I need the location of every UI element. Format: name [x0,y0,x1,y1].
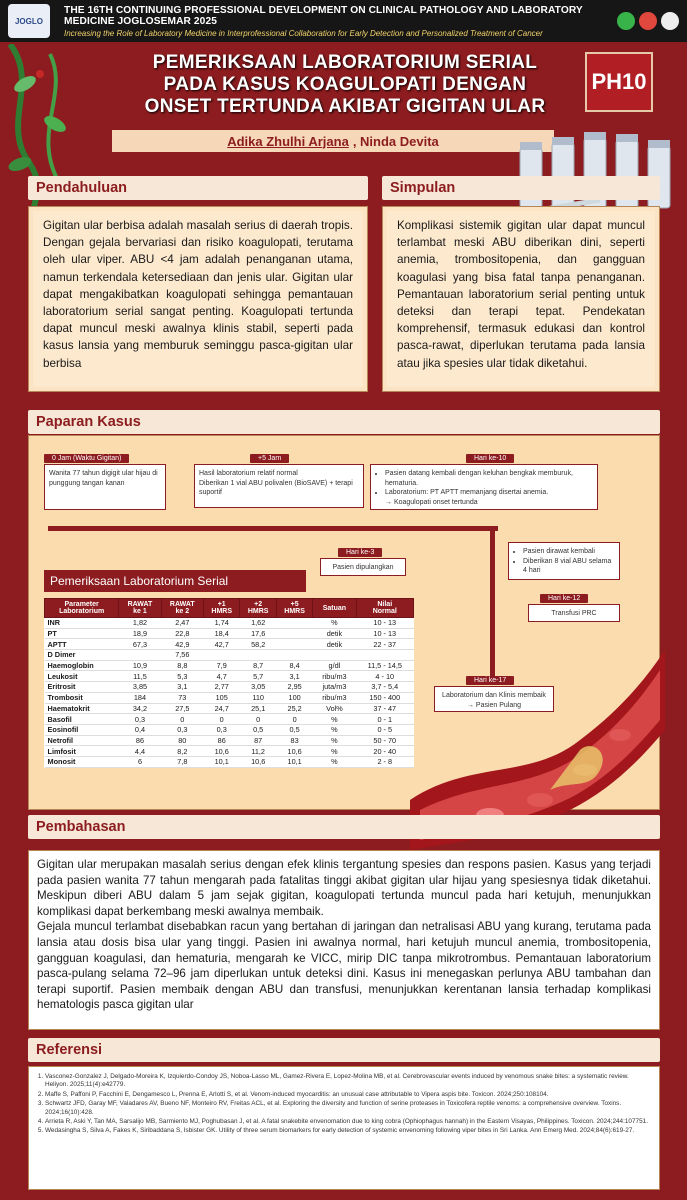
table-row [45,628,414,639]
lab-value: 8,8 [161,660,203,671]
lab-value: 42,7 [203,639,239,650]
lab-value: 3,1 [276,671,312,682]
lab-value: 37 - 47 [356,703,413,714]
reference-item: 5. Wedasingha S, Silva A, Fakes K, Siribaddana S, Isbister GK. Utility of three serum biomarkers for early detection of systemic envenoming following viper bites in Sri Lanka. Ann Emerg Med. 2024;84(6):619-27. [45,1127,653,1135]
h3-tag: Hari ke-3 [338,548,382,557]
table-row [45,724,414,735]
lab-header-line-1: Satuan [322,604,347,612]
partner-logo-3 [661,12,679,30]
lab-value: 3,85 [119,682,161,693]
lab-value: 5,7 [240,671,276,682]
lab-value: 3,05 [240,682,276,693]
lab-value: 11,5 - 14,5 [356,660,413,671]
lab-value: % [313,746,356,757]
lab-value: 100 [276,692,312,703]
table-row [45,618,414,629]
lab-value: 22,8 [161,628,203,639]
lab-value: 0,5 [276,724,312,735]
lab-value: 67,3 [119,639,161,650]
lab-value: 27,5 [161,703,203,714]
lab-parameter: Eritrosit [45,682,119,693]
t5-line-1: Hasil laboratorium relatif normal [199,470,298,477]
table-row [45,639,414,650]
lab-value: 0 [203,714,239,725]
table-row [45,660,414,671]
lab-value: 6 [119,756,161,767]
lab-header-7 [356,599,413,618]
rawat-card [508,542,620,580]
lab-value: 2,47 [161,618,203,629]
t0-card [44,464,166,510]
lab-value: 24,7 [203,703,239,714]
lab-value: detik [313,628,356,639]
h10-card [370,464,598,510]
lab-parameter: Leukosit [45,671,119,682]
lab-header-line-1: RAWAT [127,601,153,608]
lab-parameter: Trombosit [45,692,119,703]
lab-value: 0,3 [203,724,239,735]
reference-item: 3. Schwartz JFD, Garay MF, Valadares AV, Bueno NF, Monteiro RV, Freitas ACL, et al. Exploring the diversity and function of serine proteases in Toxicofera reptile venoms: a comprehensive overview. Toxins. 2024;16(10):428. [45,1100,653,1117]
lab-value: 83 [276,735,312,746]
lab-value: 8,4 [276,660,312,671]
lab-table [44,598,414,768]
lab-parameter: Netrofil [45,735,119,746]
lab-value: % [313,724,356,735]
lab-header-line-2: HMRS [284,608,305,615]
h12-tag: Hari ke-12 [540,594,588,603]
conference-info [64,5,617,38]
lab-value [356,650,413,661]
pembahasan-paragraph-1: Gigitan ular merupakan masalah serius dengan efek klinis tergantung spesies dan respons pasien. Kasus yang terjadi pada pasien wanita 77 tahun mengarah pada fatalitas tinggi akibat gigitan ular hijau yang spesiesnya tidak diketahui. Meskipun diberi ABU dalam 5 jam sejak gigitan, koagulopati tertunda muncul pada hari ketujuh, menunjukkan komplikasi dapat berkembang meski awalnya membaik. [37,858,651,918]
lab-value: 4,7 [203,671,239,682]
lab-parameter: Limfosit [45,746,119,757]
lab-header-line-2: HMRS [247,608,269,615]
lab-header-line-1: Nilai [377,601,393,608]
lab-value: 3,7 - 5,4 [356,682,413,693]
lab-header-6 [313,599,356,618]
t5-tag: +5 Jam [250,454,289,463]
lab-header-line-2: Laboratorium [59,608,105,615]
title-line-2: PADA KASUS KOAGULOPATI DENGAN [163,74,527,95]
lab-value: 25,1 [240,703,276,714]
lab-value: % [313,618,356,629]
lab-value: 11,5 [119,671,161,682]
title-line-3: ONSET TERTUNDA AKIBAT GIGITAN ULAR [144,96,546,117]
lab-value: 105 [203,692,239,703]
lab-value: 4,4 [119,746,161,757]
lab-value [203,650,239,661]
pembahasan-paragraph-2: Gejala muncul terlambat disebabkan racun yang bertahan di jaringan dan netralisasi ABU yang kurang, terutama pada lansia atau dosis bisa ular yang tinggi. Pasien ini awalnya normal, hari ketujuh muncul anemia, trombositopenia, gangguan koagulasi, dan hematuria, mengarah ke VICC, mirip DIC tanpa mikrotrombus. Pemantauan laboratorium pasca-pulang selama 72–96 jam diperlukan untuk deteksi dini. Kasus ini menegaskan perlunya ABU tambahan dan terapi suportif. Pasien membaik dengan ABU dan transfusi, menunjukkan kerentanan lansia terhadap komplikasi hematologis pasca gigitan ular [37,920,651,1012]
lab-value: 0,4 [119,724,161,735]
pendahuluan-box [28,206,368,392]
lab-value: g/dl [313,660,356,671]
lab-header-4 [240,599,276,618]
header-bar [0,0,687,42]
referensi-heading: Referensi [28,1038,660,1062]
simpulan-box [382,206,660,392]
lab-header-line-1: +5 [290,601,299,608]
lab-parameter: Monosit [45,756,119,767]
pendahuluan-heading: Pendahuluan [28,176,368,200]
lab-value [119,650,161,661]
h10-bullet-3: → Koagulopati onset tertunda [385,498,478,506]
h3-card [320,558,406,576]
lab-value [276,639,312,650]
lab-header-line-2: HMRS [211,608,233,615]
co-authors: , Ninda Devita [352,133,439,149]
lab-value [276,628,312,639]
lab-value: 10,6 [203,746,239,757]
lab-value [276,618,312,629]
poster-code: PH10 [585,52,653,112]
h3-text: Pasien dipulangkan [332,564,394,571]
lab-value: 18,4 [203,628,239,639]
lab-value: 0 [276,714,312,725]
lab-value: juta/m3 [313,682,356,693]
pendahuluan-text: Gigitan ular berbisa adalah masalah serius di daerah tropis. Dengan gejala bervariasi dan risiko koagulopati, terutama oleh ular viper. ABU <4 jam adalah penanganan utama, namun terkendala ketersediaan dan jenis ular. Gigitan ular dapat mengakibatkan koagulopati sehingga pemantauan laboratorium serial sangat penting. Koagulopati tertunda dapat muncul meski awalnya klinis stabil, seperti pada kasus lansia yang memburuk seminggu pasca-gigitan ular berbisa [33,211,363,387]
conference-title: THE 16TH CONTINUING PROFESSIONAL DEVELOPMENT ON CLINICAL PATHOLOGY AND LABORATORY MEDICINE JOGLOSEMAR 2025 [64,4,583,27]
lab-value [240,650,276,661]
lab-value: 1,74 [203,618,239,629]
lab-parameter: Haemoglobin [45,660,119,671]
lab-header-2 [161,599,203,618]
lab-value: Vol% [313,703,356,714]
lab-header-0 [45,599,119,618]
lab-value: 87 [240,735,276,746]
lab-value: 0,3 [119,714,161,725]
paparan-heading: Paparan Kasus [28,410,660,434]
lab-header-line-1: Parameter [64,601,99,608]
t5-card [194,464,364,508]
lab-header-line-2: ke 1 [133,608,147,615]
h10-bullet-1: • Pasien datang kembali dengan keluhan bengkak memburuk, hematuria. [385,469,593,488]
lab-value: 86 [203,735,239,746]
lab-header-line-1: +1 [217,601,226,608]
lab-header-line-2: ke 2 [175,608,190,615]
table-row [45,746,414,757]
table-row [45,671,414,682]
table-row [45,714,414,725]
t0-text: Wanita 77 tahun digigit ular hijau di punggung tangan kanan [49,470,158,487]
poster-title [100,52,590,118]
lab-value: 4 - 10 [356,671,413,682]
lab-table-header [45,599,414,618]
h17-text: Laboratorium dan Klinis membaik → Pasien Pulang [442,692,546,709]
reference-item: 1. Vasconez-Gonzalez J, Delgado-Moreira K, Izquierdo-Condoy JS, Noboa-Lasso ML, Gamez-Rivera E, Lopez-Molina MB, et al. Cerebrovascular events induced by venomous snake bites: a systematic review. Heliyon. 2025;11(4):e42779. [45,1073,653,1090]
lab-parameter: Basofil [45,714,119,725]
lab-value: 0 [240,714,276,725]
lab-parameter: INR [45,618,119,629]
table-row [45,650,414,661]
lab-value [313,650,356,661]
lab-parameter: PT [45,628,119,639]
conference-tagline: Increasing the Role of Laboratory Medicine in Interprofessional Collaboration for Early Detection and Personalized Treatment of Cancer [64,28,543,38]
lab-value: 0,5 [240,724,276,735]
lab-value: 10 - 13 [356,628,413,639]
lab-value: 10,1 [203,756,239,767]
lab-parameter: Eosinofil [45,724,119,735]
lab-value: 11,2 [240,746,276,757]
lab-value: % [313,756,356,767]
lab-value: 2,95 [276,682,312,693]
lab-parameter: D Dimer [45,650,119,661]
lab-value: 2,77 [203,682,239,693]
lab-value: 10,6 [240,756,276,767]
simpulan-heading: Simpulan [382,176,660,200]
lab-value: 50 - 70 [356,735,413,746]
partner-logo-2 [639,12,657,30]
lab-parameter: Haematokrit [45,703,119,714]
table-row [45,756,414,767]
lab-value: 86 [119,735,161,746]
h17-tag: Hari ke-17 [466,676,514,685]
lab-table-title: Pemeriksaan Laboratorium Serial [44,570,306,592]
lab-value: % [313,735,356,746]
lab-value: 18,9 [119,628,161,639]
lab-value: 8,2 [161,746,203,757]
lab-value: 3,1 [161,682,203,693]
lab-value: 80 [161,735,203,746]
lab-value: 2 - 8 [356,756,413,767]
lab-value: 17,6 [240,628,276,639]
lab-value: 10 - 13 [356,618,413,629]
pembahasan-box [28,850,660,1030]
title-line-1: PEMERIKSAAN LABORATORIUM SERIAL [152,52,538,73]
timeline-line [48,526,498,531]
lab-value: 1,82 [119,618,161,629]
simpulan-text: Komplikasi sistemik gigitan ular dapat muncul terlambat meski ABU diberikan dini, seperti anemia, trombositopenia, dan gangguan koagulasi yang bisa fatal tanpa penanganan. Pemantauan laboratorium serial penting untuk deteksi dan terapi tepat. Pendekatan komprehensif, termasuk edukasi dan kontrol pasca-rawat, diperlukan terutama pada lansia atau jika spesies ular tidak diketahui. [387,211,655,387]
lab-value: 1,62 [240,618,276,629]
rawat-bullet-1: • Pasien dirawat kembali [523,547,615,557]
lab-value: 184 [119,692,161,703]
rawat-bullet-2: • Diberikan 8 vial ABU selama 4 hari [523,557,615,576]
lab-value [276,650,312,661]
lab-value: 0 - 5 [356,724,413,735]
lab-value: 150 - 400 [356,692,413,703]
table-row [45,735,414,746]
lab-header-3 [203,599,239,618]
table-row [45,682,414,693]
lab-value: 0,3 [161,724,203,735]
referensi-box [28,1066,660,1190]
t0-tag: 0 Jam (Waktu Gigitan) [44,454,129,463]
lab-value: 25,2 [276,703,312,714]
lab-value: 5,3 [161,671,203,682]
pembahasan-heading: Pembahasan [28,815,660,839]
conference-logo: JOGLO [8,4,50,38]
lab-value: 20 - 40 [356,746,413,757]
lab-header-line-2: Normal [372,608,397,615]
lab-value: 10,1 [276,756,312,767]
lab-value: 7,9 [203,660,239,671]
lab-header-line-1: RAWAT [169,601,195,608]
lab-value: 7,56 [161,650,203,661]
lab-value: 58,2 [240,639,276,650]
lab-value: 10,6 [276,746,312,757]
lab-value: % [313,714,356,725]
lab-value: ribu/m3 [313,692,356,703]
h10-bullet-2: • Laboratorium: PT APTT memanjang disertai anemia. [385,488,593,498]
lab-value: 42,9 [161,639,203,650]
reference-item: 4. Arrieta R, Aski Y, Tan MA, Sarsalijo MB, Sarmiento MJ, Poghubasan J, et al. A fatal snakebite envenomation due to king cobra (Ophiophagus hannah) in the Eastern Visayas, Philippines. Toxicon. 2024;244:107751. [45,1118,653,1126]
lab-value: 10,9 [119,660,161,671]
partner-logos [617,12,679,30]
lab-parameter: APTT [45,639,119,650]
lab-value: 0 [161,714,203,725]
h12-card [528,604,620,622]
table-row [45,703,414,714]
lab-value: 22 - 37 [356,639,413,650]
lab-table-body [45,618,414,768]
lab-value: 110 [240,692,276,703]
lab-value: 34,2 [119,703,161,714]
lab-value: 8,7 [240,660,276,671]
lab-value: 0 - 1 [356,714,413,725]
lab-value: 7,8 [161,756,203,767]
reference-item: 2. Maffe S, Paffoni P, Facchini E, Dengamesco L, Prenna E, Arlotti S, et al. Venom-induced myocarditis: an unusual case attributable to Vipera aspis bite. Toxicon. 2024;250:108104. [45,1091,653,1099]
t5-line-2: Diberikan 1 vial ABU polivalen (BioSAVE) + terapi suportif [199,479,353,496]
lab-header-5 [276,599,312,618]
table-row [45,692,414,703]
first-author: Adika Zhulhi Arjana [227,133,349,149]
lab-value: ribu/m3 [313,671,356,682]
lab-value: detik [313,639,356,650]
partner-logo-1 [617,12,635,30]
lab-header-1 [119,599,161,618]
reference-list [35,1073,653,1136]
lab-header-line-1: +2 [254,601,263,608]
lab-value: 73 [161,692,203,703]
h12-text: Transfusi PRC [551,610,597,617]
h10-tag: Hari ke-10 [466,454,514,463]
